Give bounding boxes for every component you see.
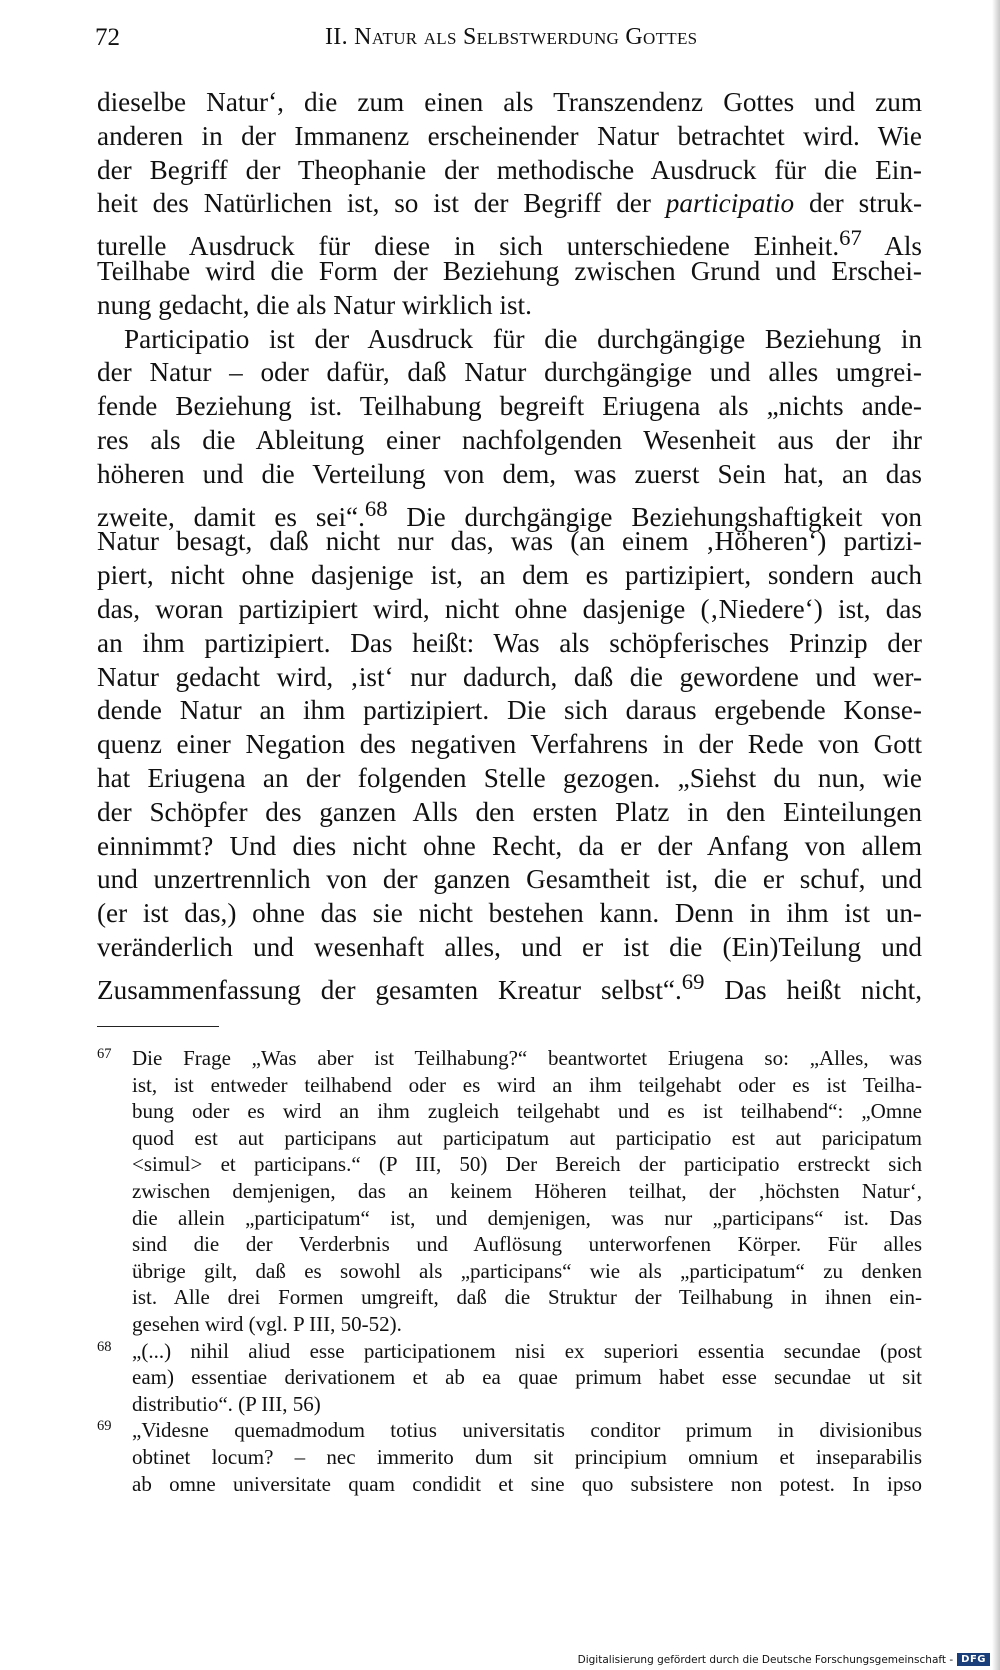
footnote-line [97, 1045, 922, 1072]
footnote-ref: 68 [364, 495, 388, 521]
body-line [97, 931, 922, 965]
body-line [97, 694, 922, 728]
line-text: hat Eriugena an der folgenden Stelle gezogen. „Siehst du nun, wie [97, 762, 922, 793]
footnote-line [97, 1178, 922, 1205]
body-line [97, 356, 922, 390]
line-text: anderen in der Immanenz erscheinender Natur betrachtet wird. Wie [97, 120, 922, 151]
line-text: heit des Natürlichen ist, so ist der Begriff der [97, 188, 666, 219]
body-line [97, 255, 922, 289]
footnote-text: gesehen wird (vgl. P III, 50-52). [132, 1311, 402, 1336]
line-text: zweite, damit es sei“. [97, 501, 365, 532]
footnote-text: übrige gilt, daß es sowohl als „participans“ wie als „participatum“ zu denken [132, 1258, 922, 1283]
line-text: höheren und die Verteilung von dem, was zuerst Sein hat, an das [97, 458, 922, 489]
line-text: Zusammenfassung der gesamten Kreatur selbst“. [97, 974, 682, 1005]
line-text: der Natur – oder dafür, daß Natur durchgängige und alles umgrei- [97, 357, 922, 388]
body-line [97, 492, 922, 532]
line-text: Natur gedacht wird, ‚ist‘ nur dadurch, daß die gewordene und wer- [97, 661, 922, 692]
footnote-text: die allein „participatum“ ist, und demjenigen, was nur „participans“ ist. Das [132, 1205, 922, 1230]
line-text: das, woran partizipiert wird, nicht ohne dasjenige (‚Niedere‘) ist, das [97, 593, 922, 624]
line-text-cont: Als [861, 231, 922, 262]
footnote-text: bung oder es wird an ihm zugleich teilgehabt und es ist teilhabend“: „Omne [132, 1099, 922, 1124]
line-text: veränderlich und wesenhaft alles, und er ist die (Ein)Teilung und [97, 931, 922, 962]
footnote-line [97, 1205, 922, 1232]
footnotes [97, 1045, 922, 1497]
body-line [97, 627, 922, 661]
body-line [97, 762, 922, 796]
footnote-text: „Videsne quemadmodum totius universitatis conditor primum in divisionibus [132, 1418, 922, 1443]
page-edge-shadow [992, 0, 1000, 1670]
line-text: res als die Ableitung einer nachfolgenden Wesenheit aus der ihr [97, 424, 922, 455]
footnote-text: ist. Alle drei Formen umgreift, daß die Struktur der Teilhabung in ihnen ein- [132, 1285, 922, 1310]
line-text: der Schöpfer des ganzen Alls den ersten Platz in den Einteilungen [97, 796, 922, 827]
page-number: 72 [95, 24, 120, 51]
line-text: einnimmt? Und dies nicht ohne Recht, da er der Anfang von allem [97, 830, 922, 861]
body-line [97, 221, 922, 262]
footnote-line [97, 1284, 922, 1311]
footnote-divider [97, 1026, 219, 1027]
footnote-text: distributio“. (P III, 56) [132, 1391, 321, 1416]
line-text: (er ist das,) ohne das sie nicht bestehen kann. Denn in ihm ist un- [97, 898, 922, 929]
footnote-line [97, 1311, 922, 1338]
body-line [97, 458, 922, 492]
footnote-line [97, 1151, 922, 1178]
footnote-line [97, 1471, 922, 1498]
footnote-text: eam) essentiae derivationem et ab ea quae primum habet esse secundae ut sit [132, 1365, 922, 1390]
footnote-text: zwischen demjenigen, das an keinem Höheren teilhat, der ‚höchsten Natur‘, [132, 1178, 922, 1203]
footnote-line [97, 1125, 922, 1152]
footnote-line [97, 1444, 922, 1471]
footnote-text: quod est aut participans aut participatum aut participatio est aut paricipatum [132, 1125, 922, 1150]
footnote-ref: 67 [839, 225, 862, 251]
body-text [97, 86, 922, 1005]
footnote-text: Die Frage „Was aber ist Teilhabung?“ beantwortet Eriugena so: „Alles, was [132, 1046, 922, 1070]
line-text: der Begriff der Theophanie der methodische Ausdruck für die Ein- [97, 154, 922, 185]
footnote-text: sind die der Verderbnis und Auflösung unterworfenen Körper. Für alles [132, 1232, 922, 1257]
body-line [97, 390, 922, 424]
footnote-text: obtinet locum? – nec immerito dum sit principium omnium et inseparabilis [132, 1444, 922, 1469]
body-line [97, 424, 922, 458]
body-line [97, 120, 922, 154]
line-text: piert, nicht ohne dasjenige ist, an dem es partizipiert, sondern auch [97, 560, 922, 591]
body-line [97, 525, 922, 559]
footnote-line [97, 1338, 922, 1365]
body-line [97, 728, 922, 762]
footnote-line [97, 1098, 922, 1125]
line-text: an ihm partizipiert. Das heißt: Was als schöpferisches Prinzip der [97, 627, 922, 658]
footnote-line [97, 1391, 922, 1418]
line-text: fende Beziehung ist. Teilhabung begreift Eriugena als „nichts ande- [97, 391, 922, 422]
line-text: Participatio ist der Ausdruck für die durchgängige Beziehung in [124, 323, 922, 354]
body-line [97, 897, 922, 931]
credit-text: Digitalisierung gefördert durch die Deutsche Forschungsgemeinschaft - [577, 1653, 954, 1666]
line-text: Teilhabe wird die Form der Beziehung zwischen Grund und Erschei- [97, 255, 922, 286]
body-line [97, 593, 922, 627]
footnote-line [97, 1258, 922, 1285]
line-text: Natur besagt, daß nicht nur das, was (an einem ‚Höheren‘) partizi- [97, 526, 922, 557]
body-line [97, 661, 922, 695]
digitization-credit [578, 1653, 990, 1666]
line-text: quenz einer Negation des negativen Verfahrens in der Rede von Gott [97, 729, 922, 760]
footnote-text: „(...) nihil aliud esse participationem nisi ex superiori essentia secundae (post [132, 1338, 922, 1363]
line-text: und unzertrennlich von der ganzen Gesamtheit ist, die er schuf, und [97, 864, 922, 895]
footnote-ref: 69 [681, 968, 705, 994]
footnote-text: ist, ist entweder teilhabend oder es wird an ihm teilgehabt oder es ist Teilha- [132, 1072, 922, 1097]
line-text-cont: Das heißt nicht, [704, 974, 922, 1005]
footnote-line [97, 1417, 922, 1444]
footnote-line [97, 1072, 922, 1099]
body-line [97, 796, 922, 830]
body-line [97, 965, 922, 1005]
body-line [97, 154, 922, 188]
footnote-line [97, 1364, 922, 1391]
body-line [97, 323, 922, 357]
footnote-line [97, 1231, 922, 1258]
footnote-text: ab omne universitate quam condidit et sine quo subsistere non potest. In ipso [132, 1471, 922, 1496]
dfg-logo: DFG [957, 1653, 990, 1666]
body-line [97, 289, 922, 323]
footnote-number: 68 [97, 1338, 112, 1355]
body-line [97, 830, 922, 864]
line-text-cont: Die durchgängige Beziehungshaftigkeit von [387, 501, 922, 532]
line-text-cont: der struk- [794, 188, 922, 219]
line-text: dende Natur an ihm partizipiert. Die sich daraus ergebende Konse- [97, 695, 922, 726]
footnote-text: <simul> et participans.“ (P III, 50) Der Bereich der participatio erstreckt sich [132, 1152, 922, 1177]
running-title: II. Natur als Selbstwerdung Gottes [325, 24, 698, 50]
body-line [97, 187, 922, 221]
line-text: nung gedacht, die als Natur wirklich ist. [97, 289, 532, 320]
body-line [97, 559, 922, 593]
emphasis-text: participatio [665, 188, 795, 219]
footnote-number: 69 [97, 1418, 112, 1435]
body-line [97, 86, 922, 120]
line-text: turelle Ausdruck für diese in sich unterschiedene Einheit. [97, 231, 840, 262]
footnote-number: 67 [97, 1046, 112, 1062]
page-header [95, 24, 923, 60]
line-text: dieselbe Natur‘, die zum einen als Transzendenz Gottes und zum [97, 87, 922, 117]
body-line [97, 863, 922, 897]
